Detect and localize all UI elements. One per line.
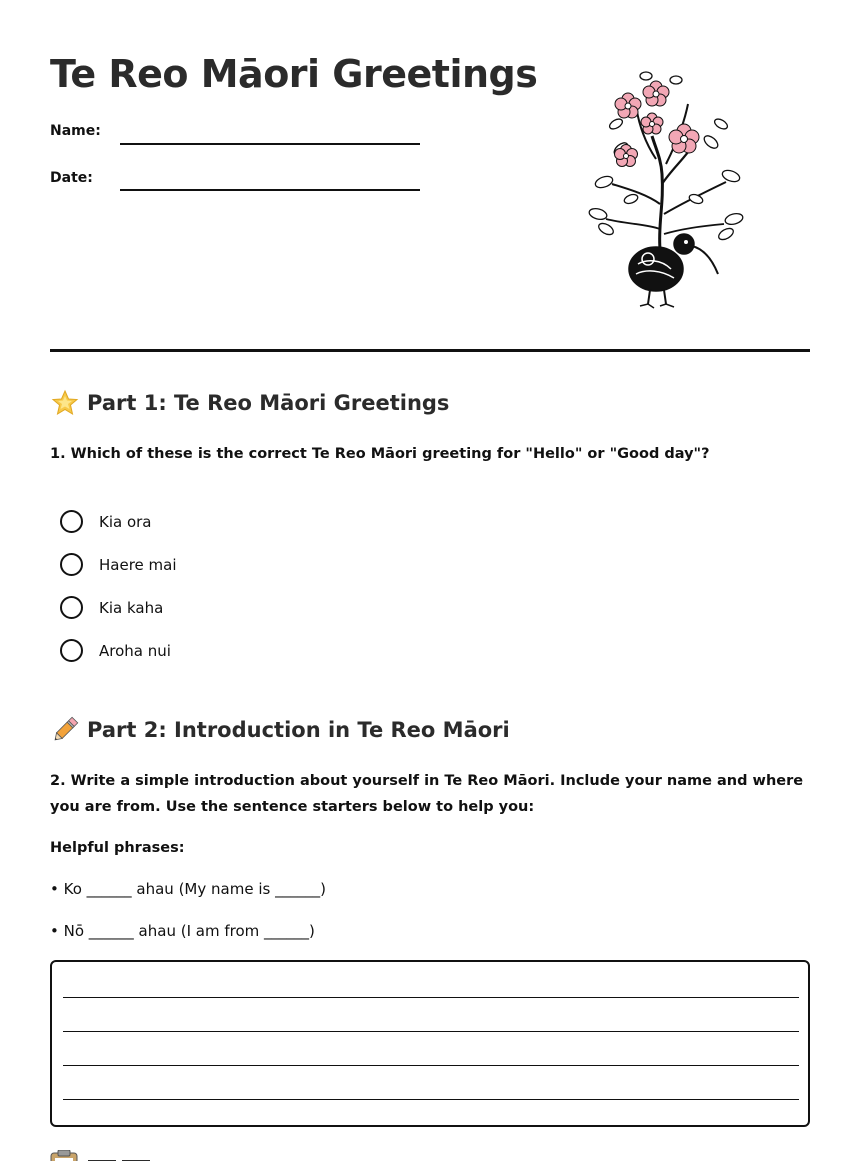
- writing-line: [63, 1065, 799, 1066]
- option-kia-ora[interactable]: [60, 510, 152, 533]
- introduction-answer-box[interactable]: [50, 960, 810, 1127]
- radio-button[interactable]: [60, 553, 83, 576]
- option-label: Kia kaha: [99, 598, 164, 617]
- date-label: Date:: [50, 170, 93, 186]
- pencil-icon: [50, 715, 80, 745]
- option-kia-kaha[interactable]: [60, 596, 163, 619]
- part2-heading: [50, 715, 510, 745]
- option-label: Aroha nui: [99, 641, 171, 660]
- option-label: Kia ora: [99, 512, 152, 531]
- part2-heading-text: Part 2: Introduction in Te Reo Māori: [87, 718, 510, 742]
- option-label: Haere mai: [99, 555, 177, 574]
- phrase-from: • Nō ______ ahau (I am from ______): [50, 922, 315, 940]
- name-label: Name:: [50, 123, 101, 139]
- part1-heading: [50, 388, 449, 418]
- date-field[interactable]: [120, 189, 420, 191]
- helpful-phrases-label: Helpful phrases:: [50, 840, 185, 856]
- question-2: 2. Write a simple introduction about yourself in Te Reo Māori. Include your name and where you are from. Use the sentence starters below to help you:: [50, 773, 804, 815]
- phrase-name: • Ko ______ ahau (My name is ______): [50, 880, 326, 898]
- glowing-star-icon: [50, 388, 80, 418]
- header-divider: [50, 349, 810, 352]
- option-haere-mai[interactable]: [60, 553, 177, 576]
- clipboard-icon: [50, 1150, 190, 1161]
- writing-line: [63, 1031, 799, 1032]
- name-field[interactable]: [120, 143, 420, 145]
- question-1: 1. Which of these is the correct Te Reo Māori greeting for "Hello" or "Good day"?: [50, 446, 710, 462]
- kiwi-tree-illustration-icon: [576, 64, 752, 316]
- radio-button[interactable]: [60, 510, 83, 533]
- writing-line: [63, 997, 799, 998]
- writing-line: [63, 1099, 799, 1100]
- option-aroha-nui[interactable]: [60, 639, 171, 662]
- part1-heading-text: Part 1: Te Reo Māori Greetings: [87, 391, 450, 415]
- radio-button[interactable]: [60, 639, 83, 662]
- worksheet-title: Te Reo Māori Greetings: [50, 52, 538, 96]
- radio-button[interactable]: [60, 596, 83, 619]
